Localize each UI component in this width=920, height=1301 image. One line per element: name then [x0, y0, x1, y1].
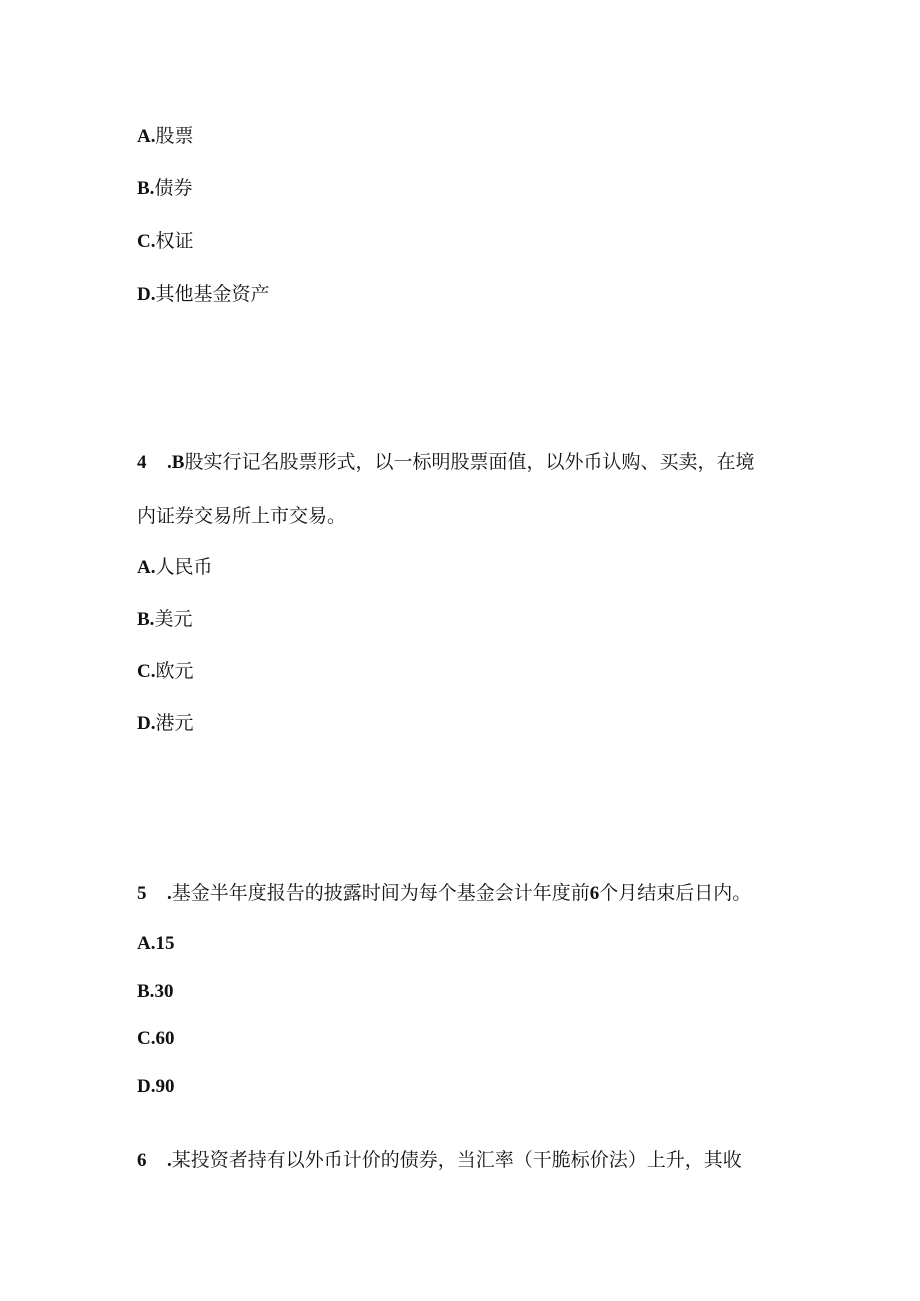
option-letter: C. — [137, 1028, 156, 1049]
option-text: 港元 — [155, 712, 194, 734]
question-text: 某投资者持有以外币计价的债券，当汇率（干脆标价法）上升，其收 — [171, 1149, 742, 1171]
option-text: 90 — [155, 1076, 175, 1097]
option-text: 人民币 — [155, 556, 213, 578]
q4-stem-line1 — [137, 449, 754, 476]
question-text: 基金半年度报告的披露时间为每个基金会计年度前 — [171, 882, 590, 904]
option-letter: C. — [137, 661, 156, 682]
q5-option-d — [137, 1073, 174, 1100]
option-letter: B. — [137, 178, 155, 199]
option-letter: D. — [137, 284, 156, 305]
q5-stem — [137, 880, 751, 907]
option-letter: A. — [137, 933, 156, 954]
option-letter: B. — [137, 609, 155, 630]
question-number: 6 — [137, 1150, 147, 1171]
question-text: 股实行记名股票形式，以一标明股票面值，以外币认购、买卖，在境 — [184, 451, 755, 473]
question-bold-number: 6 — [589, 883, 600, 904]
q5-option-b — [137, 978, 173, 1005]
question-number: 5 — [137, 883, 147, 904]
q6-stem — [137, 1147, 742, 1174]
option-letter: B. — [137, 981, 155, 1002]
q3-option-a — [137, 123, 194, 150]
q4-stem-line2 — [137, 503, 346, 529]
option-text: 15 — [155, 933, 175, 954]
question-dot: . — [167, 1150, 172, 1171]
option-letter: A. — [137, 557, 156, 578]
option-text: 60 — [155, 1028, 175, 1049]
option-letter: D. — [137, 1076, 156, 1097]
option-text: 权证 — [155, 230, 194, 252]
question-dot: . — [167, 883, 172, 904]
q3-option-d — [137, 281, 270, 308]
option-letter: D. — [137, 713, 156, 734]
q3-option-c — [137, 228, 194, 255]
option-text: 美元 — [154, 608, 193, 630]
option-text: 债券 — [154, 177, 193, 199]
question-marker: .B — [167, 452, 185, 473]
option-letter: A. — [137, 126, 156, 147]
option-text: 欧元 — [155, 660, 194, 682]
option-text: 其他基金资产 — [155, 283, 270, 305]
question-number: 4 — [137, 452, 147, 473]
q3-option-b — [137, 175, 192, 202]
q5-option-a — [137, 930, 174, 957]
q4-option-b — [137, 606, 192, 633]
option-text: 30 — [154, 981, 174, 1002]
q4-option-d — [137, 710, 194, 737]
option-text: 股票 — [155, 125, 194, 147]
question-text: 内证券交易所上市交易。 — [137, 505, 347, 527]
option-letter: C. — [137, 231, 156, 252]
question-text: 个月结束后日内。 — [599, 882, 752, 904]
q4-option-c — [137, 658, 194, 685]
q5-option-c — [137, 1025, 174, 1052]
q4-option-a — [137, 554, 213, 581]
